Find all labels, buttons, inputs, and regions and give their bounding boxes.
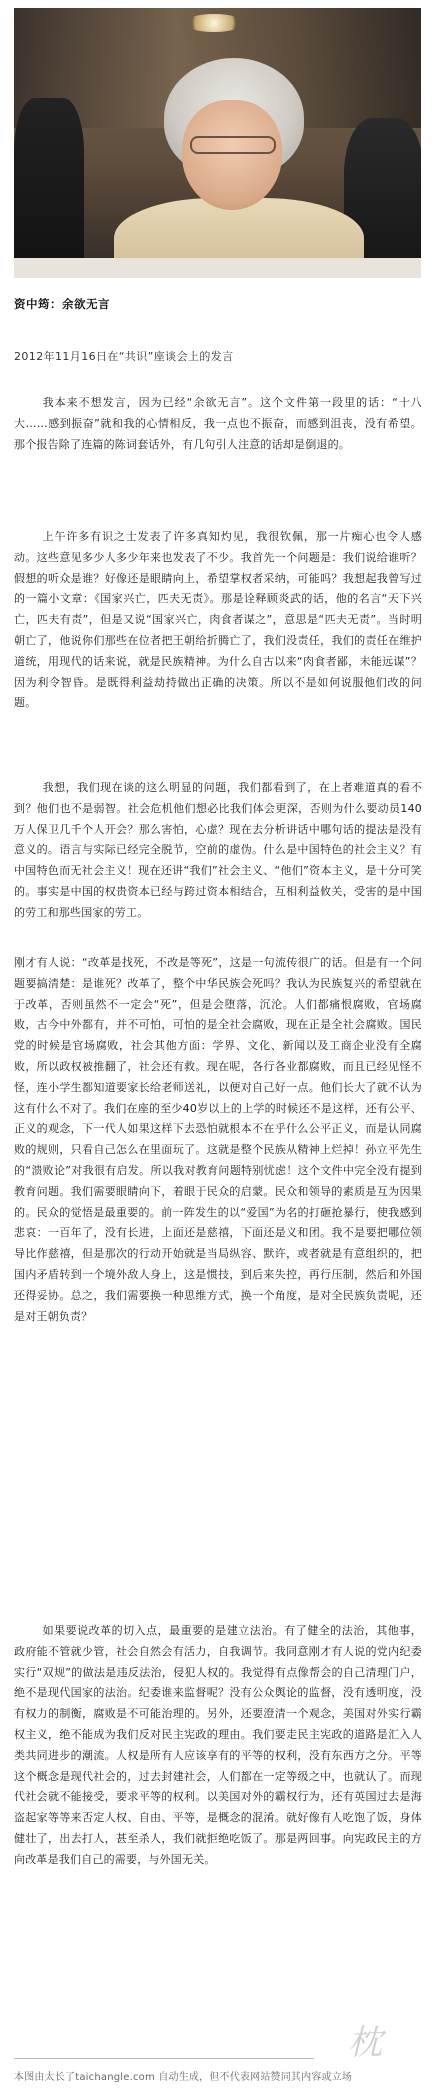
watermark-glyph: 枕 [348,2023,382,2063]
paragraph-5: 如果要说改革的切入点，最重要的是建立法治。有了健全的法治，其他事，政府能不管就少管，社会自然会有活力，自我调节。我同意刚才有人说的党内纪委实行“双规”的做法是违反法治，侵犯人权的。我觉得有点像帮会的自己清理门户，绝不是现代国家的法治。纪委谁来监督呢？没有公众舆论的监督，没有透明度，没有权力的制衡，腐败是不可能治理的。另外，还要澄清一个观念，美国对外实行霸权主义，绝不能成为我们反对民主宪政的理由。我们要走民主宪政的道路是汇入人类共同进步的潮流。人权是所有人应该享有的平等的权利，没有东西方之分。平等这个概念是现代社会的，过去封建社会，人们都在一定等级之中，也就认了。而现代社会就不能接受，要求平等的权利。以美国对外的霸权行为，还有英国过去是海盗起家等等来否定人权、自由、平等，是概念的混淆。就好像有人吃饱了饭，身体健壮了，出去打人，甚至杀人，我们就拒绝吃饭了。那是两回事。向宪政民主的方向改革是我们自己的需要，与外国无关。 [14,1624,422,1866]
paragraph-4: 刚才有人说：“改革是找死，不改是等死”，这是一句流传很广的话。但是有一个问题要搞清楚：是谁死？改革了，整个中华民族会死吗？我认为民族复兴的希望就在于改革，否则虽然不一定会“死”，但是会堕落，沉沦。人们都痛恨腐败，官场腐败，古今中外都有，并不可怕，可怕的是全社会腐败，现在正是全社会腐败。国民党的时候是官场腐败，社会其他方面：学界、文化、新闻以及工商企业没有全腐败，所以政权被推翻了，社会还有救。现在呢，各行各业都腐败，而且已经见怪不怪，连小学生都知道要家长给老师送礼，以便对自己好一点。他们长大了就不认为这有什么不对了。我们在座的至少40岁以上的上学的时候还不是这样，还有公平、正义的观念，下一代人如果这样下去恐怕就根本不在乎什么公平正义，而是认同腐败的规则，只看自己怎么在里面玩了。这就是整个民族从精神上烂掉！孙立平先生的“溃败论”对我很有启发。所以我对教育问题特别忧虑！这个文件中完全没有提到教育问题。我们需要眼睛向下，着眼于民众的启蒙。民众和领导的素质是互为因果的。民众的觉悟是最重要的。前一阵发生的以“爱国”为名的打砸抢暴行，使我感到悲哀：一百年了，没有长进，上面还是慈禧，下面还是义和团。我不是要把哪位领导比作慈禧，但是那次的行动开始就是当局纵容、默许，或者就是有意组织的，把国内矛盾转到一个境外敌人身上，这是惯技，到后来失控，再行压制，然后和外国还得妥协。总之，我们需要换一种思维方式，换一个角度，是对全民族负责呢，还是对王朝负责？ [14,956,422,1323]
article-title: 资中筠：余欲无言 [14,297,110,311]
article-date-line: 2012年11月16日在“共识”座谈会上的发言 [14,350,234,363]
paragraph-1: 我本来不想发言，因为已经“余欲无言”。这个文件第一段里的话：“十八大……感到振奋”就和我的心情相反，我一点也不振奋，而感到沮丧，没有希望。那个报告除了连篇的陈词套话外，有几句引人注意的话却是倒退的。 [14,396,422,451]
photo-speaker-glasses [190,136,276,154]
footer-credit: 本图由太长了taichangle.com 自动生成，但不代表网站赞同其内容或立场 [14,2072,353,2083]
photo-speaker-face [182,100,282,210]
photo-ceiling-light [184,14,244,32]
paragraph-2: 上午许多有识之士发表了许多真知灼见，我很钦佩，那一片痴心也令人感动。这些意见多少人多少年来也发表了不少。我首先一个问题是：我们说给谁听？假想的听众是谁？好像还是眼睛向上，希望掌权者采纳，可能吗？我想起我曾写过的一篇小文章：《国家兴亡，匹夫无责》。那是诠释顾炎武的话，他的名言“天下兴亡，匹夫有责”，但是又说“国家兴亡，肉食者谋之”，意思是“匹夫无责”。当时明朝亡了，他说你们那些在位者把王朝给折腾亡了，我们没责任，我们的责任在维护道统，用现代的话来说，就是民族精神。为什么自古以来“肉食者鄙，未能远谋”？因为利令智昏。是既得利益劫持做出正确的决策。所以不是如何说服他们改的问题。 [14,530,422,710]
speaker-photo [14,8,421,278]
photo-table [14,258,421,278]
photo-person-left [14,98,84,278]
watermark-logo [340,2015,420,2075]
paragraph-3: 我想，我们现在谈的这么明显的问题，我们都看到了，在上者难道真的看不到？他们也不是弱智。社会危机他们想必比我们体会更深，否则为什么要动员140万人保卫几千个人开会？那么害怕，心虚？现在去分析讲话中哪句话的提法是没有意义的。语言与实际已经完全脱节，空前的虚伪。什么是中国特色的社会主义？有中国特色而无社会主义！现在还讲“我们”社会主义、“他们”资本主义，是十分可笑的。事实是中国的权贵资本已经与跨过资本相结合，互相利益攸关，受害的是中国的劳工和那些国家的劳工。 [14,781,422,919]
footer-divider [14,2058,314,2059]
